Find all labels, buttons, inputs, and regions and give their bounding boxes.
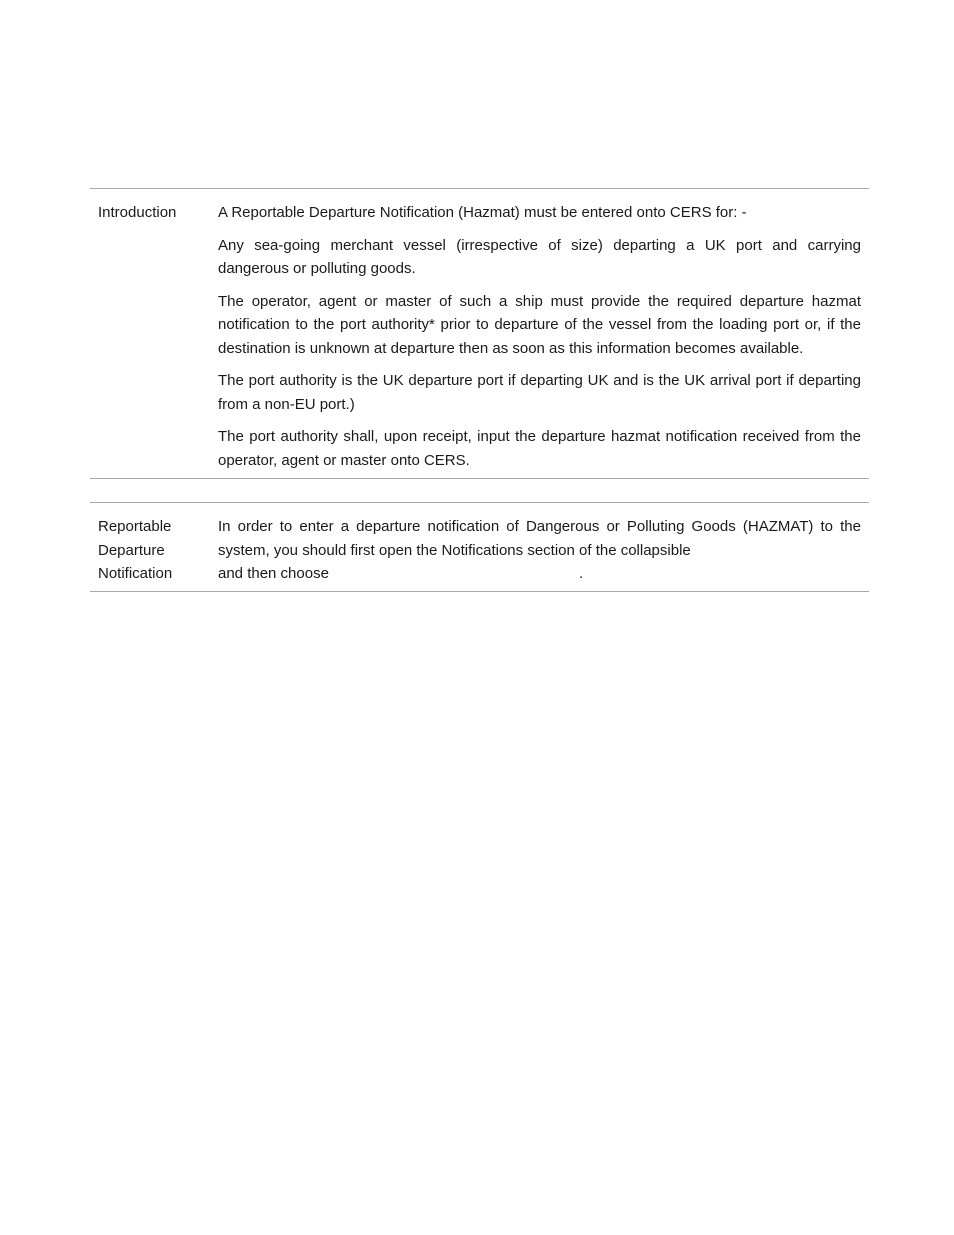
introduction-paragraph-4: The port authority is the UK departure port if departing UK and is the UK arrival port if departing from a non-EU port.) bbox=[218, 372, 861, 413]
label-line-notification: Notification bbox=[98, 565, 173, 582]
reportable-departure-instruction bbox=[218, 515, 861, 586]
introduction-paragraph-1: A Reportable Departure Notification (Hazmat) must be entered onto CERS for: - bbox=[218, 204, 747, 221]
instruction-text-part2: and then choose bbox=[218, 565, 329, 582]
introduction-paragraph-2: Any sea-going merchant vessel (irrespective of size) departing a UK port and carrying dangerous or polluting goods. bbox=[218, 236, 861, 277]
instruction-text-part1: In order to enter a departure notification of Dangerous or Polluting Goods (HAZMAT) to the system, you should first open the Notifications section of the collapsible bbox=[218, 518, 861, 559]
introduction-paragraph-3: The operator, agent or master of such a ship must provide the required departure hazmat notification to the port authority* prior to departure of the vessel from the loading port or, if the destination is unknown at departure then as soon as this information becomes available. bbox=[218, 292, 861, 357]
reportable-departure-body bbox=[218, 515, 861, 586]
label-line-reportable: Reportable bbox=[98, 518, 172, 535]
label-line-departure: Departure bbox=[98, 541, 165, 559]
instruction-text-end: . bbox=[578, 565, 584, 582]
introduction-body bbox=[218, 201, 861, 472]
introduction-paragraph-5: The port authority shall, upon receipt, input the departure hazmat notification received from the operator, agent or master onto CERS. bbox=[218, 428, 861, 469]
reportable-departure-label bbox=[98, 515, 208, 586]
introduction-section bbox=[90, 188, 869, 479]
reportable-departure-section bbox=[90, 502, 869, 592]
introduction-label: Introduction bbox=[98, 204, 177, 221]
